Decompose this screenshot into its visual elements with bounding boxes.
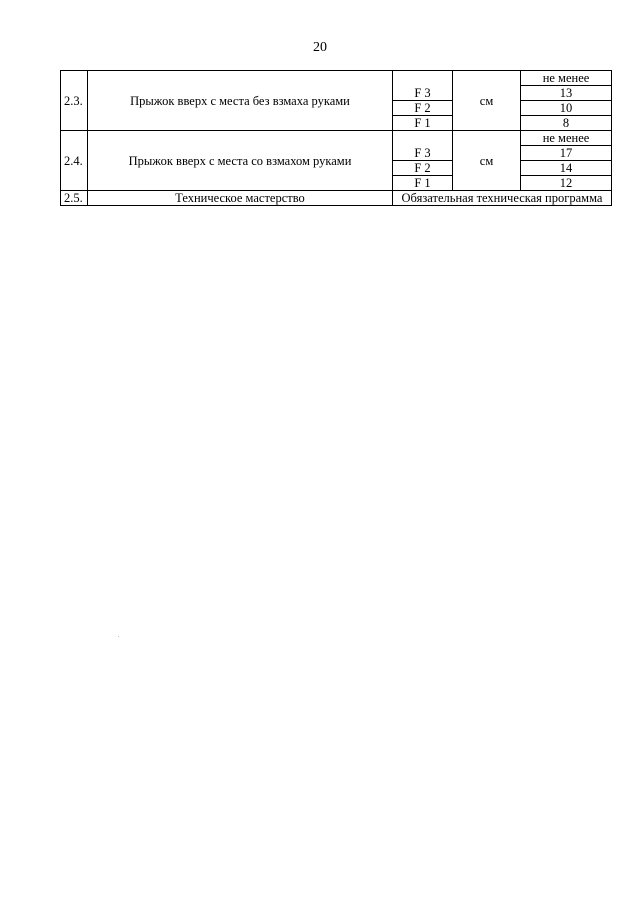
- level-cell: F 3: [393, 146, 453, 161]
- program-cell: Обязательная техническая программа: [393, 191, 612, 206]
- row-number: 2.4.: [61, 131, 88, 191]
- level-spacer: [393, 131, 453, 146]
- level-cell: F 2: [393, 101, 453, 116]
- level-cell: F 1: [393, 116, 453, 131]
- level-cell: F 2: [393, 161, 453, 176]
- unit-cell: см: [453, 71, 521, 131]
- table-row: [61, 191, 612, 206]
- value-cell: 17: [521, 146, 612, 161]
- exercise-name: Прыжок вверх с места со взмахом руками: [88, 131, 393, 191]
- level-spacer: [393, 71, 453, 86]
- norms-table: [60, 70, 612, 206]
- level-cell: F 1: [393, 176, 453, 191]
- level-cell: F 3: [393, 86, 453, 101]
- value-cell: 12: [521, 176, 612, 191]
- table-row: [61, 71, 612, 86]
- scan-artifact: [118, 636, 119, 637]
- row-number: 2.3.: [61, 71, 88, 131]
- row-number: 2.5.: [61, 191, 88, 206]
- value-cell: 8: [521, 116, 612, 131]
- value-cell: 13: [521, 86, 612, 101]
- page-number: 20: [313, 40, 327, 55]
- table-row: [61, 131, 612, 146]
- norm-header: не менее: [521, 71, 612, 86]
- value-cell: 14: [521, 161, 612, 176]
- exercise-name: Техническое мастерство: [88, 191, 393, 206]
- exercise-name: Прыжок вверх с места без взмаха руками: [88, 71, 393, 131]
- value-cell: 10: [521, 101, 612, 116]
- norm-header: не менее: [521, 131, 612, 146]
- unit-cell: см: [453, 131, 521, 191]
